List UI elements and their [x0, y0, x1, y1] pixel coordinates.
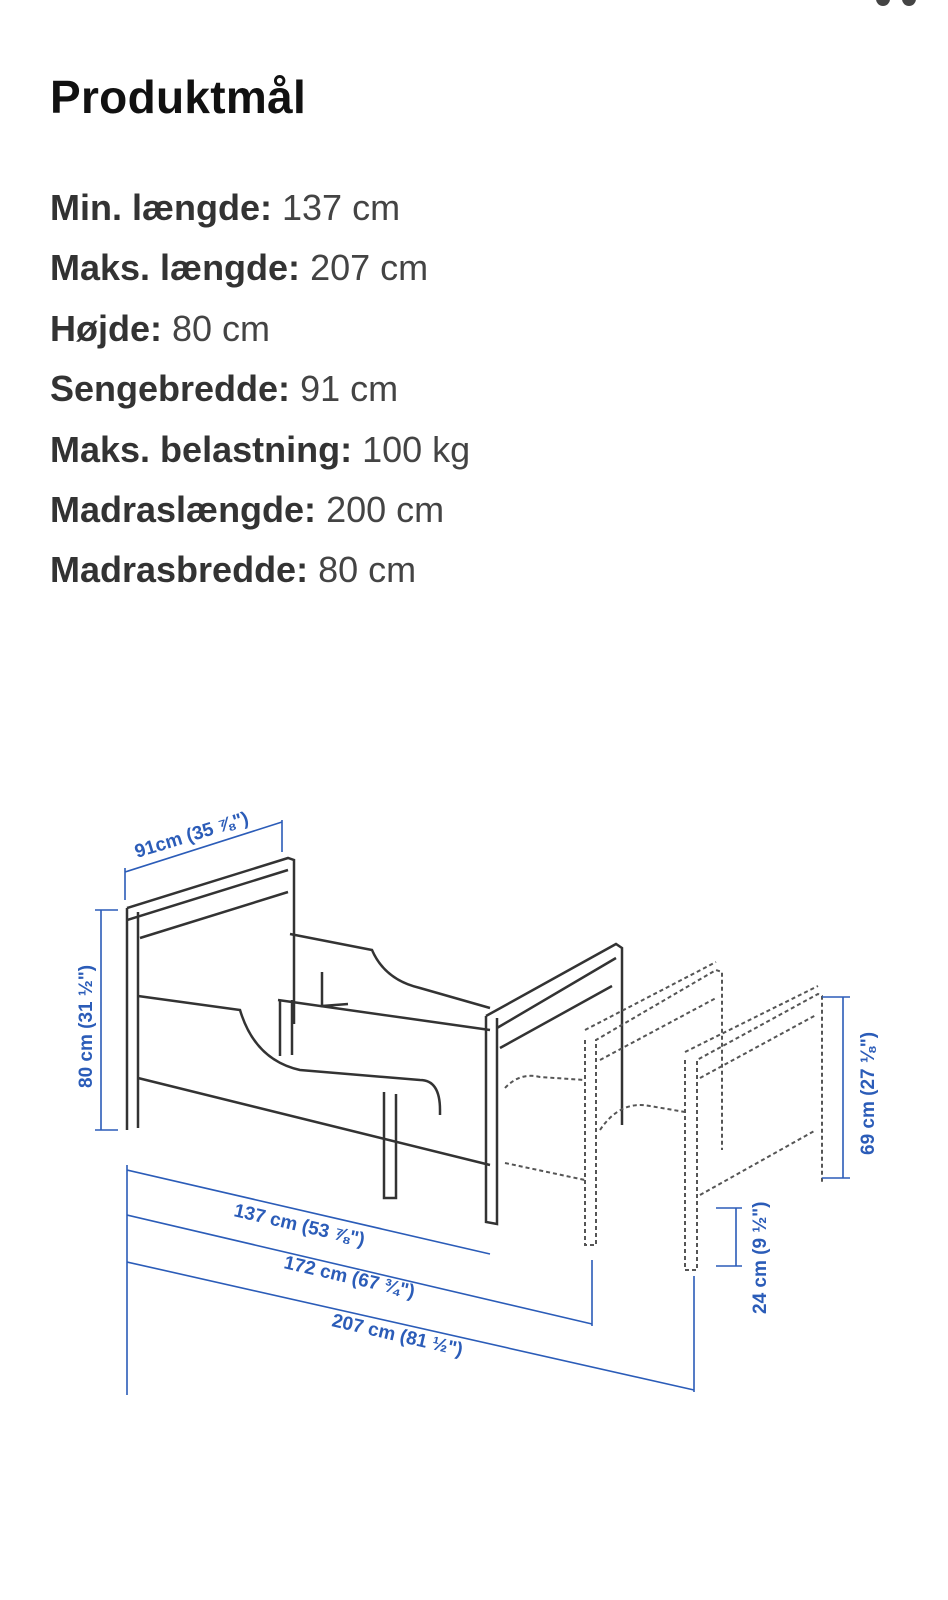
width-label: 91cm (35 ⅞") [132, 808, 252, 863]
spec-bed-width: Sengebredde: 91 cm [50, 368, 399, 410]
mid-length-label: 172 cm (67 ¾") [281, 1252, 417, 1303]
min-length-label: 137 cm (53 ⅞") [231, 1200, 367, 1251]
page-title: Produktmål [50, 71, 307, 123]
height-label: 80 cm (31 ½") [76, 964, 97, 1088]
end-height-label: 69 cm (27 ⅛") [858, 1031, 879, 1155]
spec-min-length: Min. længde: 137 cm [50, 187, 401, 228]
spec-max-load: Maks. belastning: 100 kg [50, 428, 471, 470]
dimension-lines [95, 820, 850, 1395]
max-length-label: 207 cm (81 ½") [329, 1310, 465, 1361]
spec-max-length: Maks. længde: 207 cm [50, 247, 429, 289]
leg-height-label: 24 cm (9 ½") [750, 1201, 771, 1314]
spec-mattress-width: Madrasbredde: 80 cm [50, 549, 417, 591]
spec-height: Højde: 80 cm [50, 307, 271, 349]
spec-mattress-length: Madraslængde: 200 cm [50, 488, 445, 530]
